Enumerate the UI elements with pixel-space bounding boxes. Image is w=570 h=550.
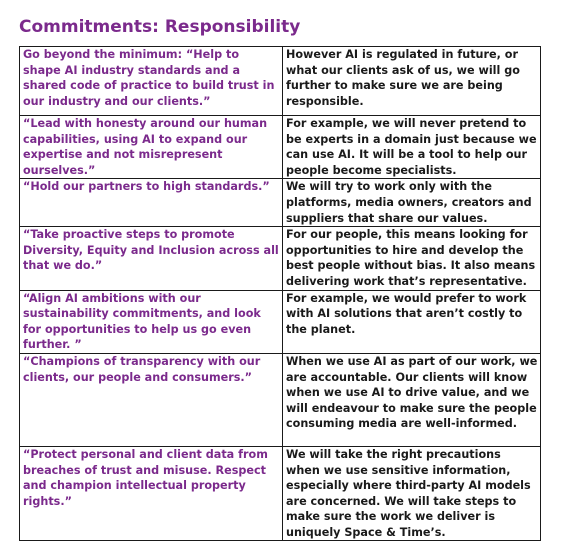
- commitment-cell: [20, 227, 283, 290]
- description-text: We will take the right precautions when we use sensitive information, especially where third-party AI models are concerned. We will take steps to make sure the work we deliver is uniquely Space & Time’s.: [286, 447, 531, 539]
- commitment-text: Go beyond the minimum: “Help to shape AI industry standards and a shared code of practice to build trust in our industry and our clients.”: [23, 48, 275, 108]
- commitment-text: “Lead with honesty around our human capabilities, using AI to expand our expertise and not misrepresent ourselves.”: [23, 117, 268, 177]
- commitment-cell: [20, 446, 283, 541]
- description-cell: [283, 116, 541, 179]
- description-text: However AI is regulated in future, or what our clients ask of us, we will go further to make sure we are being responsible.: [286, 48, 520, 108]
- commitment-cell: [20, 290, 283, 353]
- description-text: For our people, this means looking for opportunities to hire and develop the best people without bias. It also means delivering work that’s representative.: [286, 228, 536, 288]
- description-text: We will try to work only with the platforms, media owners, creators and suppliers that share our values.: [286, 180, 532, 225]
- description-cell: [283, 446, 541, 541]
- commitment-text: “Champions of transparency with our clients, our people and consumers.”: [23, 354, 261, 384]
- commitments-table: [19, 46, 541, 541]
- commitment-text: “Align AI ambitions with our sustainability commitments, and look for opportunities to help us go even further. ”: [23, 291, 261, 352]
- commitment-text: “Take proactive steps to promote Diversity, Equity and Inclusion across all that we do.”: [23, 228, 279, 273]
- commitment-text: “Hold our partners to high standards.”: [23, 180, 270, 194]
- page-title: Commitments: Responsibility: [19, 17, 301, 37]
- description-text: For example, we will never pretend to be experts in a domain just because we can use AI. It will be a tool to help our people become specialists.: [286, 117, 537, 177]
- description-cell: [283, 227, 541, 290]
- table-row: [20, 47, 541, 116]
- description-cell: [283, 290, 541, 353]
- commitment-cell: [20, 353, 283, 446]
- description-cell: [283, 353, 541, 446]
- commitment-cell: [20, 47, 283, 116]
- table-row: [20, 446, 541, 541]
- description-cell: [283, 47, 541, 116]
- commitment-text: “Protect personal and client data from breaches of trust and misuse. Respect and champion intellectual property rights.”: [23, 447, 268, 508]
- table-row: [20, 353, 541, 446]
- commitment-cell: [20, 116, 283, 179]
- description-text: When we use AI as part of our work, we are accountable. Our clients will know when we use AI to drive value, and we will endeavour to make sure the people consuming media are well-informed.: [286, 354, 538, 431]
- description-text: For example, we would prefer to work with AI solutions that aren’t costly to the planet.: [286, 291, 527, 336]
- table-row: [20, 116, 541, 179]
- table-row: [20, 290, 541, 353]
- commitment-cell: [20, 179, 283, 227]
- description-cell: [283, 179, 541, 227]
- table-row: [20, 227, 541, 290]
- table-row: [20, 179, 541, 227]
